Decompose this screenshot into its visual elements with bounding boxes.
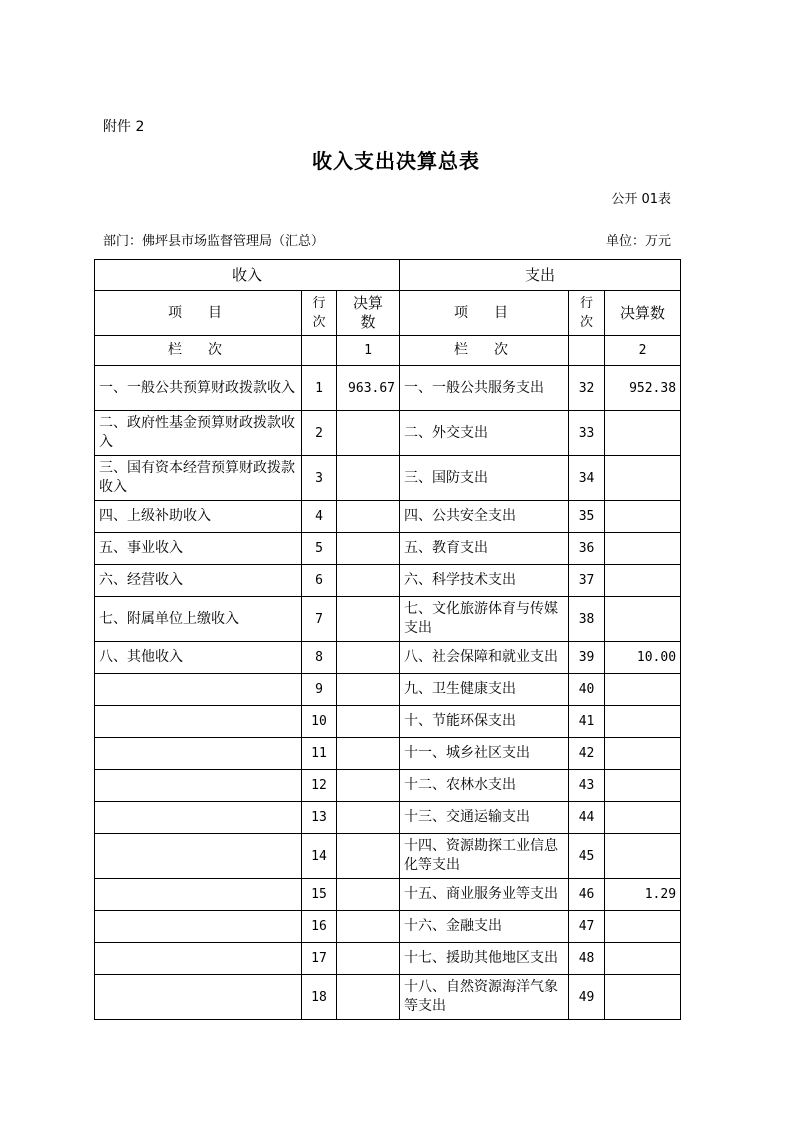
income-amount-cell — [337, 911, 400, 943]
expense-row-no-cell: 42 — [569, 738, 605, 770]
income-amount-cell — [337, 706, 400, 738]
table-row — [95, 879, 681, 911]
expense-row-no-cell: 41 — [569, 706, 605, 738]
expense-item-cell: 十四、资源勘探工业信息化等支出 — [400, 834, 569, 879]
group-header-row — [95, 260, 681, 291]
expense-item-cell: 十二、农林水支出 — [400, 770, 569, 802]
income-amount-cell — [337, 802, 400, 834]
income-row-no-cell: 18 — [302, 975, 337, 1020]
expense-item-cell: 七、文化旅游体育与传媒支出 — [400, 597, 569, 642]
expense-item-cell: 三、国防支出 — [400, 456, 569, 501]
expense-item-cell: 十八、自然资源海洋气象等支出 — [400, 975, 569, 1020]
expense-item-cell: 十一、城乡社区支出 — [400, 738, 569, 770]
expense-item-cell: 四、公共安全支出 — [400, 501, 569, 533]
expense-row-no-cell: 38 — [569, 597, 605, 642]
income-row-no-cell: 9 — [302, 674, 337, 706]
table-row — [95, 802, 681, 834]
income-item-cell: 七、附属单位上缴收入 — [95, 597, 302, 642]
income-item-cell: 四、上级补助收入 — [95, 501, 302, 533]
income-item-cell — [95, 802, 302, 834]
expense-row-no-cell: 32 — [569, 366, 605, 411]
expense-amount-cell — [605, 411, 681, 456]
unit-label: 单位：万元 — [605, 234, 671, 249]
income-amount-cell — [337, 975, 400, 1020]
income-row-no-cell: 5 — [302, 533, 337, 565]
expense-row-no-cell: 44 — [569, 802, 605, 834]
income-item-cell — [95, 879, 302, 911]
income-row-no-cell: 8 — [302, 642, 337, 674]
income-row-no-header: 行次 — [302, 291, 337, 336]
expense-amount-cell — [605, 706, 681, 738]
page-title: 收入支出决算总表 — [312, 149, 480, 173]
income-amount-cell — [337, 533, 400, 565]
income-row-no-cell: 4 — [302, 501, 337, 533]
income-item-cell: 六、经营收入 — [95, 565, 302, 597]
income-amount-cell — [337, 943, 400, 975]
table-row — [95, 975, 681, 1020]
table-row — [95, 597, 681, 642]
expense-amount-cell — [605, 674, 681, 706]
income-amount-cell — [337, 770, 400, 802]
income-row-no-cell: 6 — [302, 565, 337, 597]
expense-amount-cell: 10.00 — [605, 642, 681, 674]
table-row — [95, 411, 681, 456]
expense-item-cell: 五、教育支出 — [400, 533, 569, 565]
expense-row-no-cell: 47 — [569, 911, 605, 943]
column-header-row — [95, 291, 681, 336]
income-row-no-cell: 14 — [302, 834, 337, 879]
table-row — [95, 738, 681, 770]
income-amount-cell — [337, 834, 400, 879]
income-amount-cell — [337, 738, 400, 770]
expense-row-no-cell: 37 — [569, 565, 605, 597]
expense-amount-cell — [605, 802, 681, 834]
expense-amount-cell — [605, 597, 681, 642]
expense-amount-cell — [605, 834, 681, 879]
expense-row-no-cell: 49 — [569, 975, 605, 1020]
expense-item-cell: 九、卫生健康支出 — [400, 674, 569, 706]
income-amount-cell — [337, 411, 400, 456]
table-row — [95, 565, 681, 597]
expense-row-no-header: 行次 — [569, 291, 605, 336]
expense-item-cell: 十六、金融支出 — [400, 911, 569, 943]
income-item-cell: 一、一般公共预算财政拨款收入 — [95, 366, 302, 411]
expense-amount-header: 决算数 — [605, 291, 681, 336]
expense-item-cell: 六、科学技术支出 — [400, 565, 569, 597]
income-lanci-empty — [302, 336, 337, 366]
income-item-cell: 三、国有资本经营预算财政拨款收入 — [95, 456, 302, 501]
expense-row-no-cell: 34 — [569, 456, 605, 501]
expense-item-cell: 八、社会保障和就业支出 — [400, 642, 569, 674]
expense-group-header: 支出 — [400, 260, 681, 291]
expense-amount-cell — [605, 738, 681, 770]
expense-row-no-cell: 36 — [569, 533, 605, 565]
income-lanci-no: 1 — [337, 336, 400, 366]
income-row-no-cell: 7 — [302, 597, 337, 642]
income-item-header: 项 目 — [95, 291, 302, 336]
department-label: 部门：佛坪县市场监督管理局（汇总） — [103, 234, 325, 249]
expense-item-cell: 二、外交支出 — [400, 411, 569, 456]
expense-amount-cell — [605, 770, 681, 802]
expense-amount-cell — [605, 911, 681, 943]
income-item-cell — [95, 911, 302, 943]
expense-row-no-cell: 45 — [569, 834, 605, 879]
lanci-row — [95, 336, 681, 366]
income-item-cell — [95, 943, 302, 975]
expense-item-cell: 十、节能环保支出 — [400, 706, 569, 738]
table-row — [95, 501, 681, 533]
expense-lanci-label: 栏 次 — [400, 336, 569, 366]
table-row — [95, 706, 681, 738]
income-item-cell — [95, 975, 302, 1020]
table-row — [95, 911, 681, 943]
income-item-cell — [95, 674, 302, 706]
income-expense-table — [94, 259, 681, 1020]
table-row — [95, 674, 681, 706]
income-item-cell — [95, 770, 302, 802]
expense-lanci-empty — [569, 336, 605, 366]
expense-amount-cell: 1.29 — [605, 879, 681, 911]
expense-amount-cell — [605, 456, 681, 501]
expense-item-cell: 十三、交通运输支出 — [400, 802, 569, 834]
income-group-header: 收入 — [95, 260, 400, 291]
expense-amount-cell — [605, 943, 681, 975]
expense-item-cell: 十五、商业服务业等支出 — [400, 879, 569, 911]
income-amount-cell — [337, 597, 400, 642]
expense-row-no-cell: 43 — [569, 770, 605, 802]
income-item-cell — [95, 738, 302, 770]
expense-amount-cell — [605, 501, 681, 533]
expense-amount-cell — [605, 533, 681, 565]
income-item-cell — [95, 706, 302, 738]
income-row-no-cell: 12 — [302, 770, 337, 802]
expense-row-no-cell: 33 — [569, 411, 605, 456]
income-amount-cell — [337, 674, 400, 706]
income-row-no-cell: 3 — [302, 456, 337, 501]
income-row-no-cell: 2 — [302, 411, 337, 456]
income-amount-cell — [337, 501, 400, 533]
table-row — [95, 834, 681, 879]
income-row-no-cell: 10 — [302, 706, 337, 738]
expense-row-no-cell: 35 — [569, 501, 605, 533]
expense-lanci-no: 2 — [605, 336, 681, 366]
income-lanci-label: 栏 次 — [95, 336, 302, 366]
table-row — [95, 456, 681, 501]
expense-item-header: 项 目 — [400, 291, 569, 336]
expense-row-no-cell: 48 — [569, 943, 605, 975]
expense-row-no-cell: 46 — [569, 879, 605, 911]
form-code: 公开 01表 — [611, 192, 671, 207]
table-row — [95, 642, 681, 674]
income-row-no-cell: 1 — [302, 366, 337, 411]
income-row-no-cell: 11 — [302, 738, 337, 770]
expense-item-cell: 十七、援助其他地区支出 — [400, 943, 569, 975]
income-amount-cell — [337, 456, 400, 501]
income-amount-cell: 963.67 — [337, 366, 400, 411]
expense-amount-cell — [605, 565, 681, 597]
income-amount-header: 决算数 — [337, 291, 400, 336]
expense-row-no-cell: 39 — [569, 642, 605, 674]
income-row-no-cell: 13 — [302, 802, 337, 834]
expense-amount-cell: 952.38 — [605, 366, 681, 411]
table-row — [95, 366, 681, 411]
table-row — [95, 533, 681, 565]
table-row — [95, 943, 681, 975]
income-item-cell: 五、事业收入 — [95, 533, 302, 565]
attachment-label: 附件 2 — [103, 119, 145, 135]
income-item-cell: 八、其他收入 — [95, 642, 302, 674]
income-item-cell: 二、政府性基金预算财政拨款收入 — [95, 411, 302, 456]
income-row-no-cell: 17 — [302, 943, 337, 975]
expense-row-no-cell: 40 — [569, 674, 605, 706]
income-amount-cell — [337, 565, 400, 597]
income-item-cell — [95, 834, 302, 879]
table-row — [95, 770, 681, 802]
income-amount-cell — [337, 642, 400, 674]
expense-item-cell: 一、一般公共服务支出 — [400, 366, 569, 411]
income-amount-cell — [337, 879, 400, 911]
income-row-no-cell: 15 — [302, 879, 337, 911]
expense-amount-cell — [605, 975, 681, 1020]
income-row-no-cell: 16 — [302, 911, 337, 943]
